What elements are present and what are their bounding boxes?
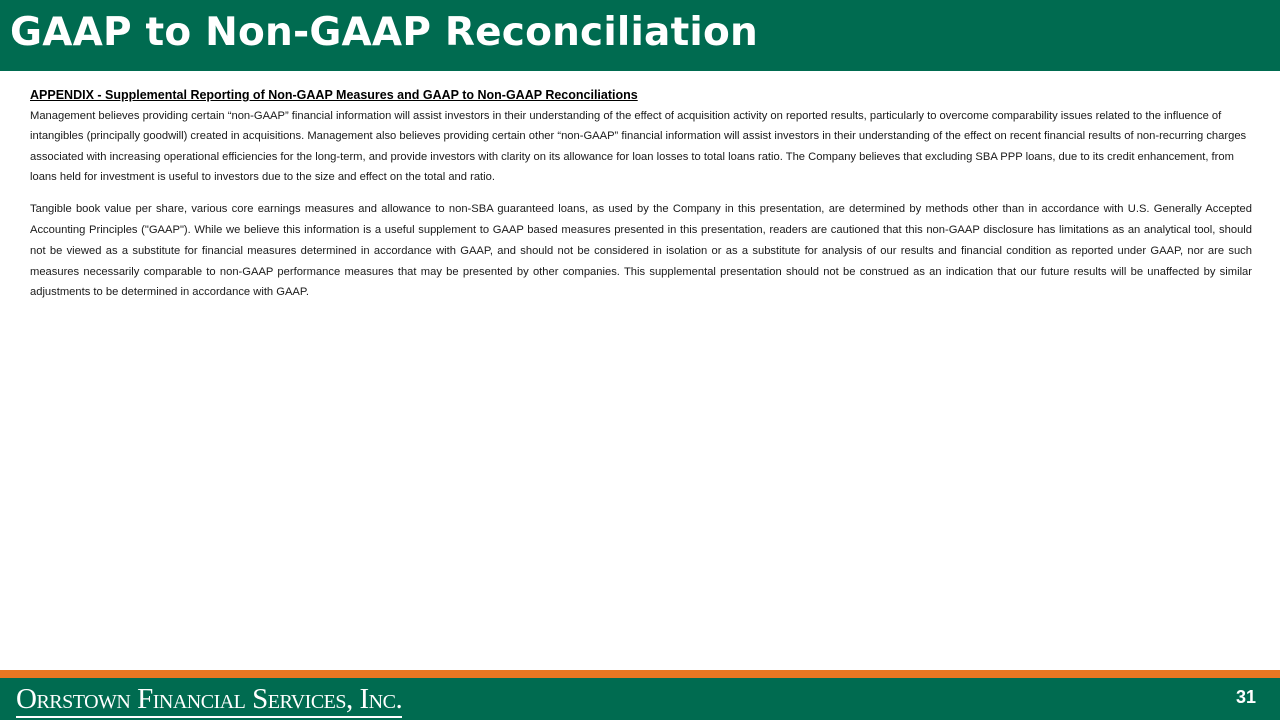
appendix-heading: APPENDIX - Supplemental Reporting of Non-GAAP Measures and GAAP to Non-GAAP Reconciliations: [30, 88, 638, 102]
footer-bar: [0, 678, 1280, 720]
page-number: 31: [1235, 687, 1256, 707]
title-bar: [0, 0, 1280, 71]
slide-content: [30, 86, 1252, 303]
appendix-paragraph-1: Management believes providing certain “non-GAAP” financial information will assist investors in their understanding of the effect of acquisition activity on reported results, particularly to overcome comparability issues related to the influence of intangibles (principally goodwill) created in acquisitions. Management also believes providing certain other “non-GAAP” financial information will assist investors in their understanding of the effect on recent financial results of non-recurring charges associated with increasing operational efficiencies for the long-term, and provide investors with clarity on its allowance for loan losses to total loans ratio. The Company believes that excluding SBA PPP loans, due to its credit enhancement, from loans held for investment is useful to investors due to the size and effect on the total and ratio.: [30, 110, 1247, 183]
slide-title: GAAP to Non-GAAP Reconciliation: [10, 10, 758, 55]
appendix-paragraph-2: Tangible book value per share, various core earnings measures and allowance to non-SBA guaranteed loans, as used by the Company in this presentation, are determined by methods other than in accordance with U.S. Generally Accepted Accounting Principles ("GAAP"). While we believe this information is a useful supplement to GAAP based measures presented in this presentation, readers are cautioned that this non-GAAP disclosure has limitations as an analytical tool, should not be viewed as a substitute for financial measures determined in accordance with GAAP, and should not be considered in isolation or as a substitute for analysis of our results and financial condition as reported under GAAP, nor are such measures necessarily comparable to non-GAAP performance measures that may be presented by other companies. This supplemental presentation should not be construed as an indication that our future results will be unaffected by similar adjustments to be determined in accordance with GAAP.: [30, 203, 1252, 299]
footer-accent-stripe: [0, 670, 1280, 678]
company-logo: Orrstown Financial Services, Inc.: [16, 682, 402, 718]
